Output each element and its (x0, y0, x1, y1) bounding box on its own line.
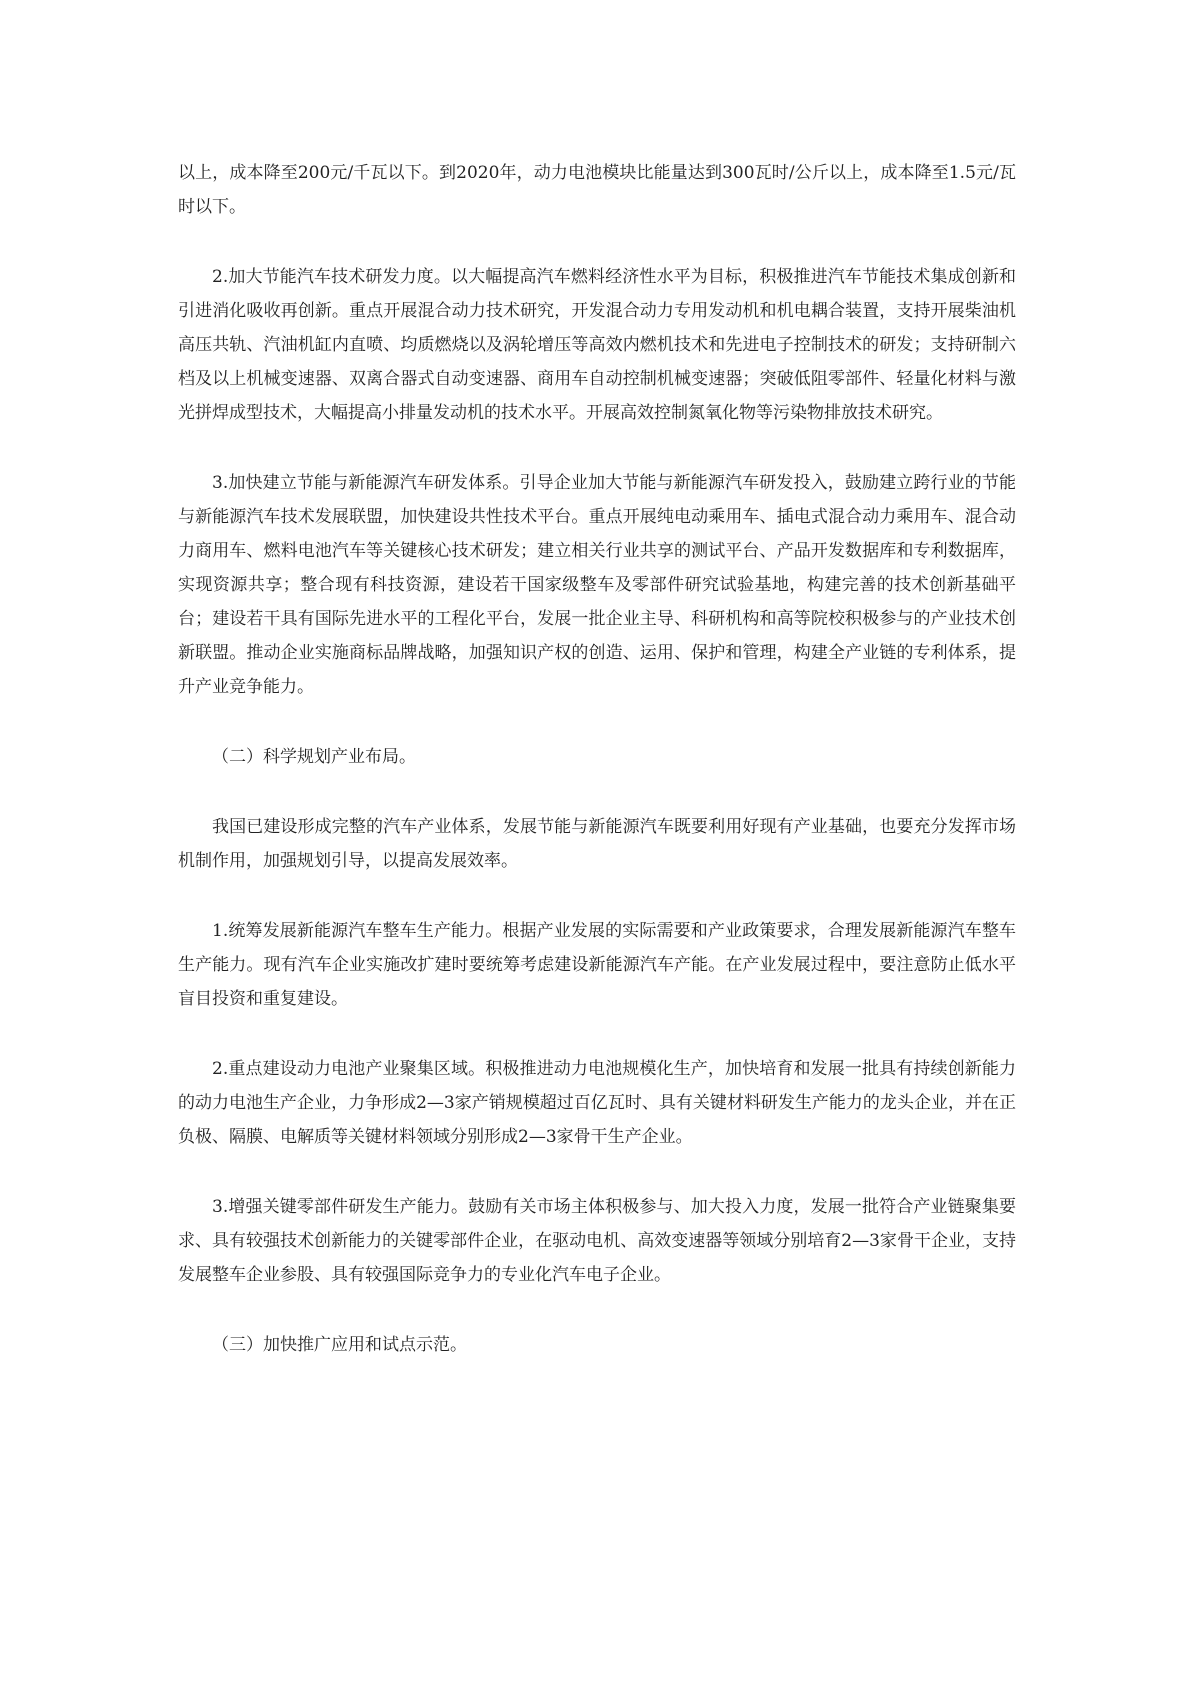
paragraph-key-components: 3.增强关键零部件研发生产能力。鼓励有关市场主体积极参与、加大投入力度，发展一批符合产业链聚集要求、具有较强技术创新能力的关键零部件企业，在驱动电机、高效变速器等领域分别培育2—3家骨干企业，支持发展整车企业参股、具有较强国际竞争力的专业化汽车电子企业。 (178, 1197, 1016, 1285)
paragraph-vehicle-capacity: 1.统筹发展新能源汽车整车生产能力。根据产业发展的实际需要和产业政策要求，合理发展新能源汽车整车生产能力。现有汽车企业实施改扩建时要统筹考虑建设新能源汽车产能。在产业发展过程中，要注意防止低水平盲目投资和重复建设。 (178, 921, 1016, 1009)
section-heading-industry-layout: （二）科学规划产业布局。 (212, 747, 416, 767)
paragraph-rd-system: 3.加快建立节能与新能源汽车研发体系。引导企业加大节能与新能源汽车研发投入，鼓励建立跨行业的节能与新能源汽车技术发展联盟，加快建设共性技术平台。重点开展纯电动乘用车、插电式混合动力乘用车、混合动力商用车、燃料电池汽车等关键核心技术研发；建立相关行业共享的测试平台、产品开发数据库和专利数据库，实现资源共享；整合现有科技资源，建设若干国家级整车及零部件研究试验基地，构建完善的技术创新基础平台；建设若干具有国际先进水平的工程化平台，发展一批企业主导、科研机构和高等院校积极参与的产业技术创新联盟。推动企业实施商标品牌战略，加强知识产权的创造、运用、保护和管理，构建全产业链的专利体系，提升产业竞争能力。 (178, 473, 1016, 697)
document-body (178, 156, 1016, 1398)
paragraph-energy-saving-tech: 2.加大节能汽车技术研发力度。以大幅提高汽车燃料经济性水平为目标，积极推进汽车节能技术集成创新和引进消化吸收再创新。重点开展混合动力技术研究，开发混合动力专用发动机和机电耦合装置，支持开展柴油机高压共轨、汽油机缸内直喷、均质燃烧以及涡轮增压等高效内燃机技术和先进电子控制技术的研发；支持研制六档及以上机械变速器、双离合器式自动变速器、商用车自动控制机械变速器；突破低阻零部件、轻量化材料与激光拼焊成型技术，大幅提高小排量发动机的技术水平。开展高效控制氮氧化物等污染物排放技术研究。 (178, 267, 1016, 423)
paragraph-battery-cluster: 2.重点建设动力电池产业聚集区域。积极推进动力电池规模化生产，加快培育和发展一批具有持续创新能力的动力电池生产企业，力争形成2—3家产销规模超过百亿瓦时、具有关键材料研发生产能力的龙头企业，并在正负极、隔膜、电解质等关键材料领域分别形成2—3家骨干生产企业。 (178, 1059, 1016, 1147)
section-heading-promotion: （三）加快推广应用和试点示范。 (212, 1335, 467, 1355)
paragraph-industry-system: 我国已建设形成完整的汽车产业体系，发展节能与新能源汽车既要利用好现有产业基础，也要充分发挥市场机制作用，加强规划引导，以提高发展效率。 (178, 817, 1016, 871)
paragraph-continuation: 以上，成本降至200元/千瓦以下。到2020年，动力电池模块比能量达到300瓦时/公斤以上，成本降至1.5元/瓦时以下。 (178, 163, 1016, 217)
